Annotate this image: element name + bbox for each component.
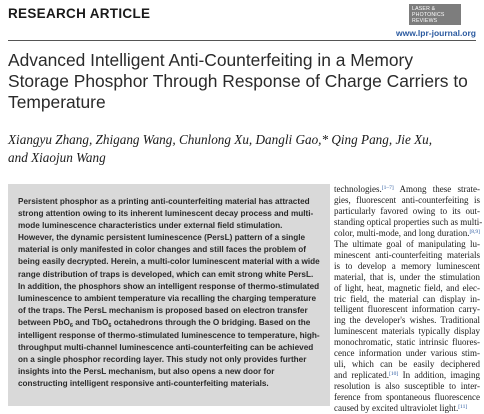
body-line: of light, heat, magnetic field, and elec- [334,282,480,293]
section-label: RESEARCH ARTICLE [8,6,151,21]
body-line: standing optical properties such as multi- [334,216,483,227]
body-line: luminescent materials typically display [334,326,480,337]
abstract-box [8,184,330,406]
citation-link[interactable]: [11] [458,404,468,411]
body-line: tric field, the material can display in- [334,293,480,304]
body-line: monochromatic, static intrinsic fluores- [334,337,480,348]
body-line: uli, which can be easily deciphered [334,359,480,370]
body-line: minescent anti-counterfeiting materials [334,249,480,260]
header-divider [8,40,476,41]
body-line: is to develop a memory luminescent [334,260,480,271]
body-line: particularly favored owing to its out- [334,205,480,216]
article-title: Advanced Intelligent Anti-Counterfeiting in a Memory Storage Phosphor Through Response of Charge Carriers to Temperature [8,50,468,112]
body-line: ing the developer's wishes. Traditional [334,315,480,326]
body-line: and replicated.[10] In addition, imaging [334,370,480,381]
body-line: technologies.[1–7] Among these strate- [334,184,480,194]
body-line: color, multi-mode, and long duration.[8,9] [334,227,480,238]
authors-line-2: and Xiaojun Wang [8,149,106,165]
body-line: cence information under various stim- [334,348,480,359]
citation-link[interactable]: [8,9] [469,228,480,235]
citation-link[interactable]: [1–7] [381,185,394,191]
body-line: telligent fluorescent information carry- [334,304,480,315]
body-line: material, that is, under the stimulation [334,271,480,282]
body-line: gies, fluorescent anti-counterfeiting is [334,194,480,205]
author-list [8,131,478,166]
body-line: caused by excited ultraviolet light.[11] [334,403,468,414]
authors-line-1: Xiangyu Zhang, Zhigang Wang, Chunlong Xu, Dangli Gao,* Qing Pang, Jie Xu, [8,132,433,147]
body-line: resolution is also susceptible to inter- [334,381,480,392]
abstract-text: Persistent phosphor as a printing anti-counterfeiting material has attracted strong attention owing to its inherent luminescent decay process and multi-mode luminescence characteristics under external field stimulation. However, the dynamic persistent luminescence (PersL) pattern of a single material is only manifested in color changes and still faces the problem of being easily decrypted. Herein, a multi-color luminescent material with a wide range distribution of traps is developed, which can emit strong white PersL. In addition, the phosphors show an intelligent response of thermo-stimulated luminescence to ambient temperature via recalling the charging temperature of the traps. The PersL mechanism is proposed based on electron transfer between PbO$_6$ and TbO$_6$ octahedrons through the O bridging. Based on the intelligent response of thermo-stimulated luminescence to temperature, high-throughput multi-channel luminescence anti-counterfeiting can be achieved on a single phosphor recording layer. This study not only provides further insights into the PersL mechanism, but also opens a new door for constructing intelligent responsive anti-counterfeiting materials. [18,197,320,389]
journal-url-link[interactable]: www.lpr-journal.org [396,28,476,38]
journal-logo: LASER & PHOTONICS REVIEWS [409,4,461,25]
body-line: The ultimate goal of manipulating lu- [334,238,480,249]
body-line: ference from spontaneous fluorescence [334,392,480,403]
citation-link[interactable]: [10] [389,371,399,378]
body-text-column [334,184,483,414]
